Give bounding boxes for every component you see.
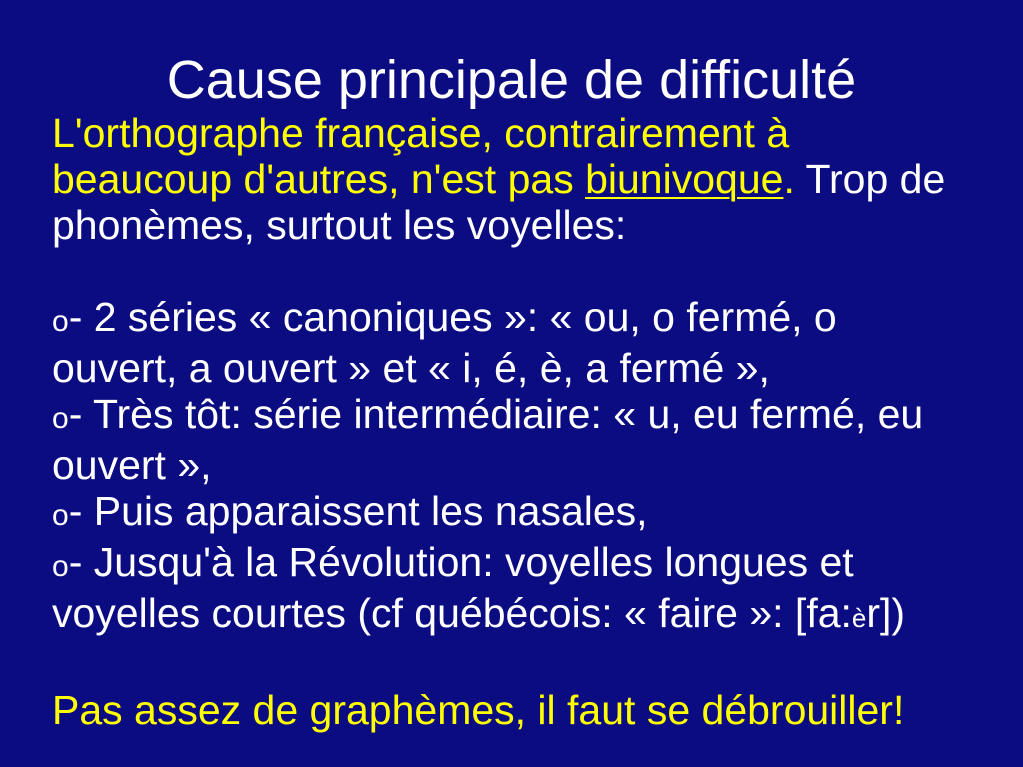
phonetic-small-char: è [851,603,867,633]
bullet-marker-icon: o [52,305,69,338]
bullet-marker-icon: o [52,550,69,583]
bullet-marker-icon: o [52,402,69,435]
bullet-text-end: r]) [866,590,906,636]
slide-title: Cause principale de difficulté [166,50,857,110]
intro-paragraph [52,110,962,248]
bullet-text: - Puis apparaissent les nasales, [68,488,648,534]
slide-body [52,110,962,733]
bullet-item [52,539,962,641]
bullet-text: - Jusqu'à la Révolution: voyelles longues et voyelles courtes (cf québécois: « faire »: [fa: [52,539,854,636]
intro-lead-text: L'orthographe française, contrairement à beaucoup d'autres, n'est pas [52,110,790,202]
bullet-item [52,488,962,539]
bullet-marker-icon: o [52,499,69,532]
bullet-list [52,294,962,641]
intro-rest-text: Trop de phonèmes, surtout les voyelles: [52,156,946,248]
bullet-text: - Très tôt: série intermédiaire: « u, eu fermé, eu ouvert », [52,391,924,488]
intro-period: . [783,156,795,202]
conclusion-text: Pas assez de graphèmes, il faut se débrouiller! [52,687,905,733]
bullet-item [52,391,962,488]
bullet-text: - 2 séries « canoniques »: « ou, o fermé, o ouvert, a ouvert » et « i, é, è, a fermé », [52,294,837,391]
bullet-item [52,294,962,391]
biunivoque-link[interactable]: biunivoque [585,156,784,202]
